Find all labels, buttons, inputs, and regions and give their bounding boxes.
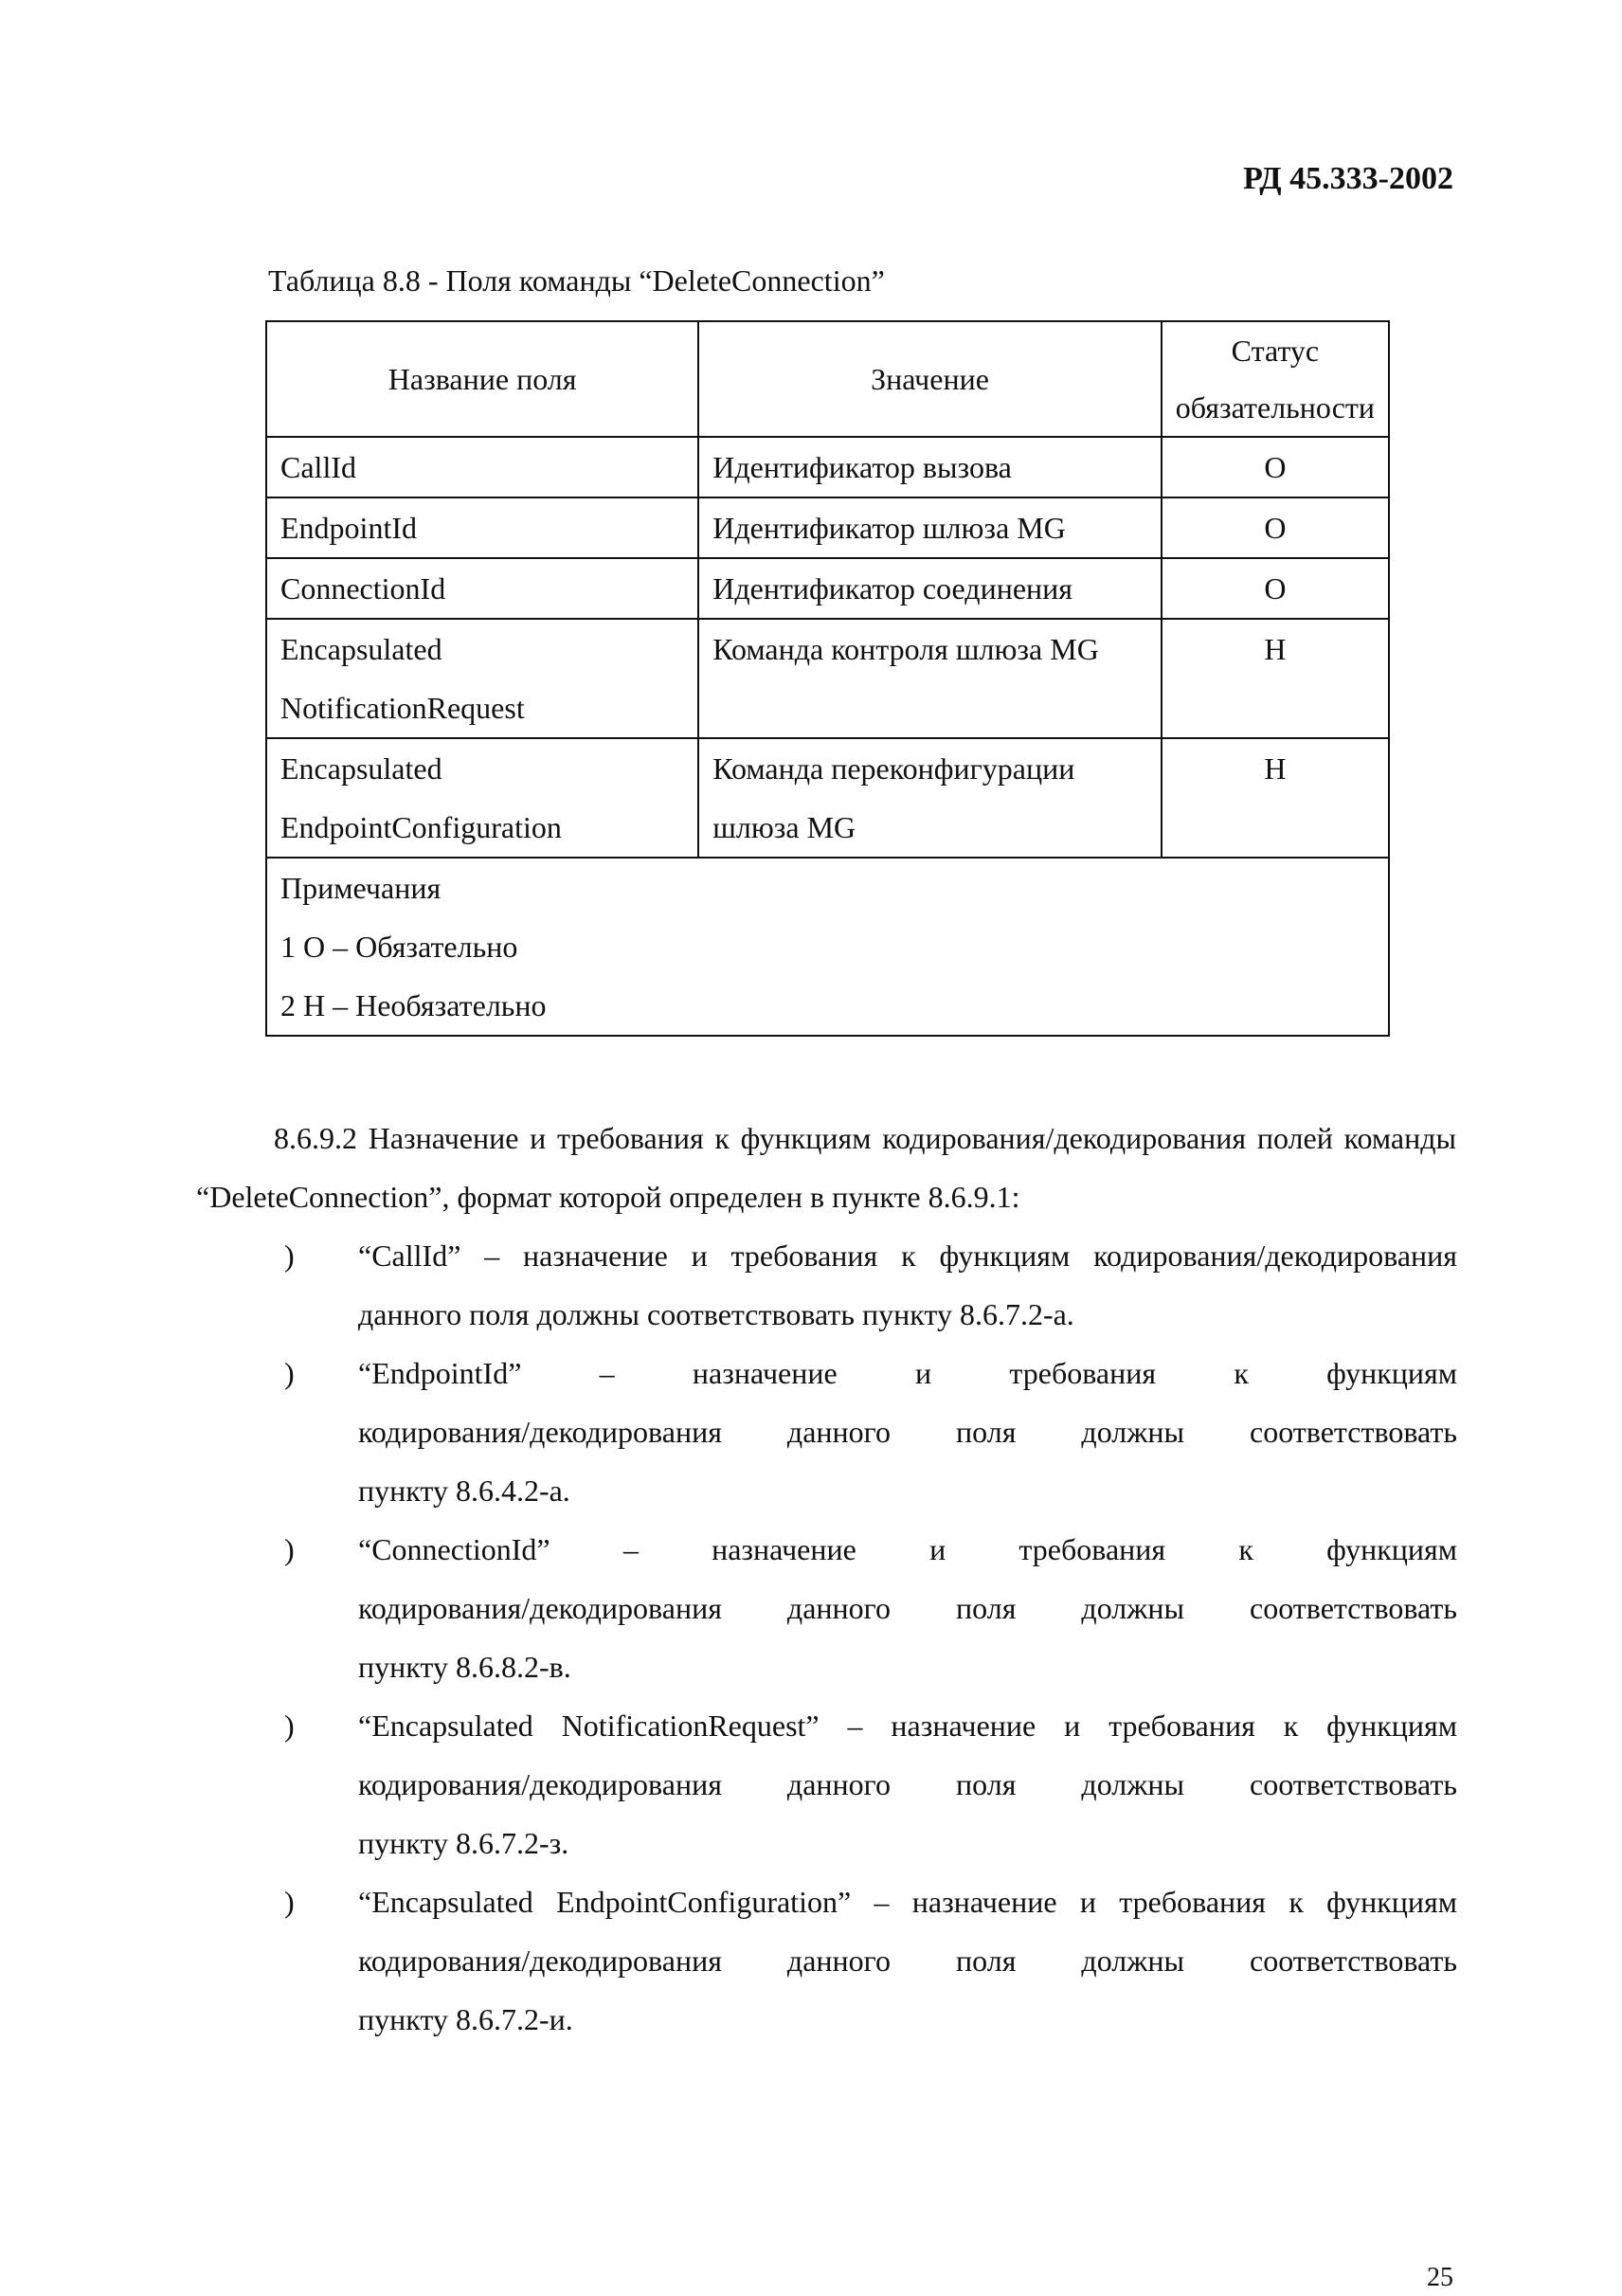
field-status-cell: О [1162,558,1389,619]
list-item-encapsulated-endpointconfiguration [358,1872,1457,2049]
note-mandatory: 1 О – Обязательно [280,930,518,964]
field-value: Идентификатор соединения [712,571,1072,606]
list-item-endpointid [358,1344,1457,1520]
status-header-line2: обязательности [1175,390,1375,425]
status-header-line1: Статус [1231,334,1320,368]
list-item-line: кодирования/декодирования данного поля должны соответствовать [358,1767,1457,1801]
page-number: 25 [1427,2263,1453,2292]
list-item-line: данного поля должны соответствовать пункту 8.6.7.2-а. [358,1297,1074,1331]
field-name: EndpointId [280,511,417,545]
field-name-cell [266,619,698,738]
document-code: РД 45.333-2002 [1243,161,1453,196]
list-bullet: ) [284,1238,295,1273]
table-notes-cell [266,858,1389,1036]
field-status-cell: О [1162,437,1389,497]
list-item-line: “CallId” – назначение и требования к функциям кодирования/декодирования [358,1238,1457,1273]
list-item-callid [358,1226,1457,1344]
list-item-line: пункту 8.6.4.2-а. [358,1473,570,1508]
table-header-row [266,321,1389,437]
field-name-cell [266,437,698,497]
field-status-cell: Н [1162,738,1389,858]
field-value: Команда контроля шлюза MG [712,632,1099,666]
field-value-line1: Команда переконфигурации [712,751,1075,786]
field-value-cell [698,619,1162,738]
list-bullet: ) [284,1356,295,1390]
column-header-name: Название поля [266,321,698,437]
section-intro-paragraph: 8.6.9.2 Назначение и требования к функциям кодирования/декодирования полей команды “DeleteConnection”, формат которой определен в пункте 8.6.9.1: [196,1121,1456,1214]
field-value: Идентификатор вызова [712,450,1012,484]
column-header-value: Значение [698,321,1162,437]
field-value-cell [698,558,1162,619]
list-item-line: пункту 8.6.8.2-в. [358,1650,571,1684]
list-bullet: ) [284,1532,295,1566]
field-value-line2: шлюза MG [712,810,856,844]
list-bullet: ) [284,1708,295,1743]
note-optional: 2 Н – Необязательно [280,988,547,1022]
list-item-encapsulated-notificationrequest [358,1696,1457,1872]
table-row [266,619,1389,738]
list-item-line: кодирования/декодирования данного поля должны соответствовать [358,1943,1457,1978]
table-row [266,437,1389,497]
table-notes-row [266,858,1389,1036]
list-item-line: пункту 8.6.7.2-з. [358,1826,569,1860]
field-value: Идентификатор шлюза MG [712,511,1066,545]
notes-title: Примечания [280,871,442,905]
list-item-line: “Encapsulated NotificationRequest” – назначение и требования к функциям [358,1708,1457,1743]
field-name-cell [266,558,698,619]
field-status-cell: О [1162,497,1389,558]
field-name-line1: Encapsulated [280,632,442,666]
list-item-line: “ConnectionId” – назначение и требования к функциям [358,1532,1457,1566]
list-bullet: ) [284,1885,295,1919]
list-item-line: “EndpointId” – назначение и требования к функциям [358,1356,1457,1390]
field-status-cell: Н [1162,619,1389,738]
field-name-cell [266,738,698,858]
table-caption: Таблица 8.8 - Поля команды “DeleteConnection” [268,263,885,298]
list-item-line: кодирования/декодирования данного поля должны соответствовать [358,1591,1457,1625]
list-item-line: пункту 8.6.7.2-и. [358,2002,573,2036]
fields-table [265,320,1390,1037]
column-header-status [1162,321,1389,437]
field-name-line2: NotificationRequest [280,691,525,725]
table-row [266,738,1389,858]
list-item-line: кодирования/декодирования данного поля должны соответствовать [358,1415,1457,1449]
field-name-line2: EndpointConfiguration [280,810,562,844]
table-row [266,558,1389,619]
list-item-connectionid [358,1520,1457,1696]
field-name-cell [266,497,698,558]
field-name-line1: Encapsulated [280,751,442,786]
field-value-cell [698,437,1162,497]
list-item-line: “Encapsulated EndpointConfiguration” – назначение и требования к функциям [358,1885,1457,1919]
field-name: ConnectionId [280,571,446,606]
field-name: CallId [280,450,356,484]
field-value-cell [698,738,1162,858]
field-value-cell [698,497,1162,558]
table-row [266,497,1389,558]
